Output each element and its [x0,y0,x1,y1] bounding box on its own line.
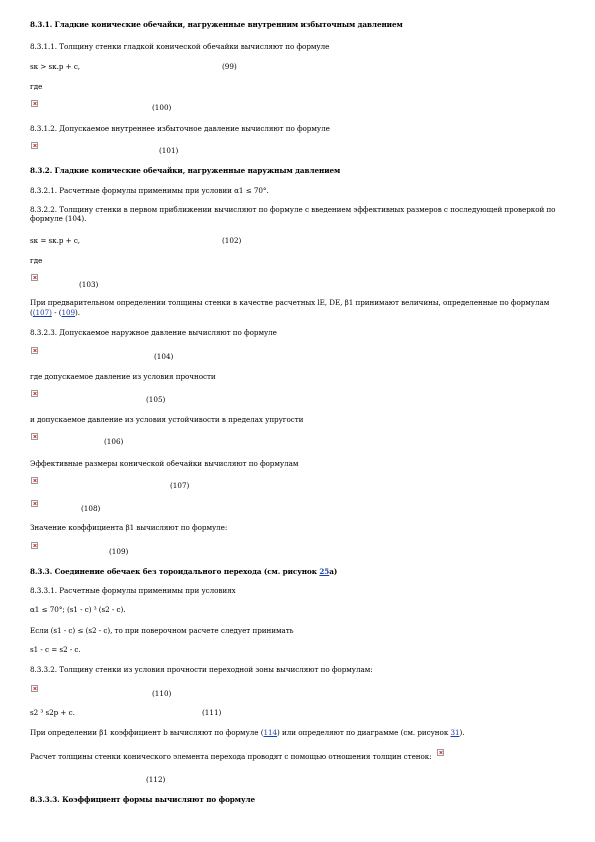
formula-99-text: sк > sк.р + с, [30,62,81,71]
broken-image-icon [31,685,38,692]
equation-number-100: (100) [152,103,172,112]
broken-image-icon [31,433,38,440]
paragraph-8-3-2-2: 8.3.2.2. Толщину стенки в первом приближении вычисляют по формуле с введением эффективных размеров с последующей проверкой по формуле (104). [30,205,556,223]
heading-8-3-3 [30,567,337,576]
broken-image-icon [31,542,38,549]
paragraph-cone-ratio: Расчет толщины стенки конического элемента перехода проводят с помощью отношения толщин стенок: [30,752,432,761]
equation-number-102: (102) [222,236,242,245]
paragraph-beta1-b: ) или определяют по диаграмме (см. рисунок [277,728,451,737]
paragraph-effective-sizes: Эффективные размеры конической обечайки вычисляют по формулам [30,459,299,468]
equation-number-107: (107) [170,481,190,490]
paragraph-8-3-2-3: 8.3.2.3. Допускаемое наружное давление вычисляют по формуле [30,328,277,337]
paragraph-8-3-1-1: 8.3.1.1. Толщину стенки гладкой конической обечайки вычисляют по формуле [30,42,330,51]
heading-8-3-2: 8.3.2. Гладкие конические обечайки, нагруженные наружным давлением [30,166,341,175]
word-gde: где [30,256,43,265]
paragraph-8-3-3-3: 8.3.3.3. Коэффициент формы вычисляют по формуле [30,795,256,804]
link-figure-25[interactable]: 25 [319,567,330,576]
formula-111-text: s2 ³ s2р + с. [30,708,75,717]
text-dash: - ( [51,308,62,317]
heading-8-3-3-end: а) [329,567,338,576]
paragraph-preliminary: При предварительном определении толщины стенки в качестве расчетных lЕ, DЕ, β1 принимают величины, определенные по формулам [30,298,550,307]
link-figure-31[interactable]: 31 [450,728,460,737]
paragraph-beta1-c: ). [459,728,465,737]
paragraph-beta-coefficient: Значение коэффициента β1 вычисляют по формуле: [30,523,228,532]
paragraph-8-3-1-2: 8.3.1.2. Допускаемое внутреннее избыточное давление вычисляют по формуле [30,124,330,133]
equation-number-99: (99) [222,62,237,71]
link-formula-114[interactable]: 114 [263,728,278,737]
broken-image-icon [31,347,38,354]
broken-image-icon [31,390,38,397]
equation-number-101: (101) [159,146,179,155]
paragraph-preliminary-refs: ((107) - (109). [30,308,81,317]
formula-102-text: sк = sк.р + с, [30,236,81,245]
paragraph-8-3-3-2: 8.3.3.2. Толщину стенки из условия прочности переходной зоны вычисляют по формулам: [30,665,373,674]
paragraph-equal: s1 - с = s2 - с. [30,645,81,654]
equation-number-103: (103) [79,280,99,289]
equation-number-109: (109) [109,547,129,556]
text-end: ). [75,308,81,317]
broken-image-icon [31,142,38,149]
paragraph-conditions: α1 ≤ 70°; (s1 - с) ³ (s2 - с). [30,605,126,614]
link-formula-107[interactable]: (107) [32,308,52,317]
broken-image-icon [31,100,38,107]
equation-number-105: (105) [146,395,166,404]
link-formula-109[interactable]: 109 [61,308,76,317]
paragraph-beta1-a: При определении β1 коэффициент b вычисляют по формуле ( [30,728,264,737]
broken-image-icon [31,274,38,281]
heading-8-3-1: 8.3.1. Гладкие конические обечайки, нагруженные внутренним избыточным давлением [30,20,403,29]
paragraph-strength: где допускаемое давление из условия прочности [30,372,216,381]
equation-number-110: (110) [152,689,172,698]
broken-image-icon [31,477,38,484]
paragraph-if: Если (s1 - с) ≤ (s2 - с), то при поверочном расчете следует принимать [30,626,294,635]
broken-image-icon [437,749,444,756]
equation-number-104: (104) [154,352,174,361]
equation-number-108: (108) [81,504,101,513]
paragraph-8-3-2-1: 8.3.2.1. Расчетные формулы применимы при условии α1 ≤ 70°. [30,186,269,195]
broken-image-icon [31,500,38,507]
heading-8-3-3-text: 8.3.3. Соединение обечаек без тороидального перехода (см. рисунок [30,567,320,576]
equation-number-112: (112) [146,775,166,784]
equation-number-111: (111) [202,708,222,717]
paragraph-stability: и допускаемое давление из условия устойчивости в пределах упругости [30,415,304,424]
paragraph-8-3-3-1: 8.3.3.1. Расчетные формулы применимы при условиях [30,586,236,595]
equation-number-106: (106) [104,437,124,446]
word-gde: где [30,82,43,91]
paragraph-beta1 [30,728,465,737]
